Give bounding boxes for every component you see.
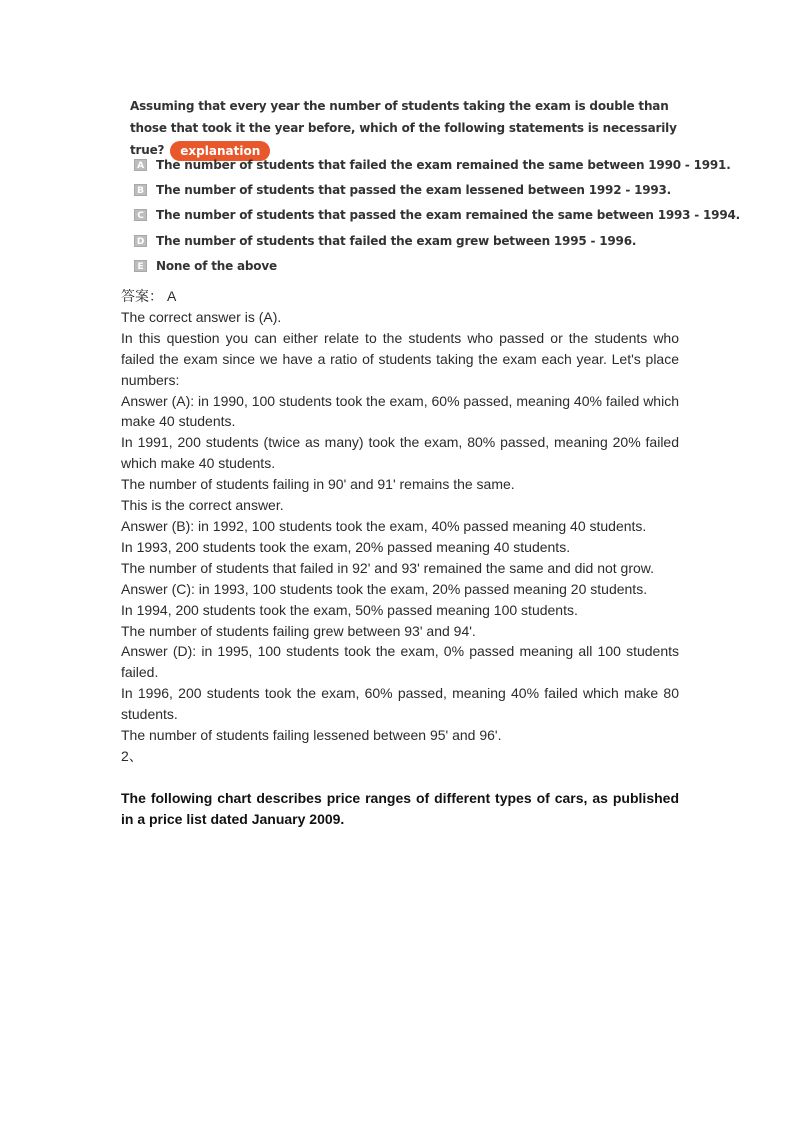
option-d[interactable]: [134, 228, 740, 253]
option-b[interactable]: [134, 177, 740, 202]
explanation-line: In this question you can either relate to the students who passed or the students who failed the exam since we have a ratio of students taking the exam each year. Let's place numbers:: [121, 329, 679, 388]
explanation-line: Answer (B): in 1992, 100 students took the exam, 40% passed meaning 40 students.: [121, 517, 647, 534]
next-question-number: 2、: [121, 747, 143, 764]
option-text: None of the above: [156, 258, 277, 273]
answer-value: A: [167, 288, 177, 304]
question-text: Assuming that every year the number of students taking the exam is double than those that took it the year before, which of the following statements is necessarily true?: [130, 99, 677, 157]
option-text: The number of students that failed the exam remained the same between 1990 - 1991.: [156, 157, 731, 172]
option-letter-icon: B: [134, 184, 147, 196]
option-c[interactable]: [134, 203, 740, 228]
explanation-line: In 1993, 200 students took the exam, 20% passed meaning 40 students.: [121, 538, 571, 555]
option-letter-icon: D: [134, 235, 147, 247]
explanation-line: The number of students failing lessened between 95' and 96'.: [121, 727, 502, 744]
explanation-line: Answer (D): in 1995, 100 students took the exam, 0% passed meaning all 100 students failed.: [121, 643, 679, 681]
explanation-line: In 1996, 200 students took the exam, 60% passed, meaning 40% failed which make 80 students.: [121, 685, 679, 723]
explanation-line: The number of students that failed in 92' and 93' remained the same and did not grow.: [121, 559, 655, 576]
explanation-line: This is the correct answer.: [121, 497, 284, 514]
answer-explanation: [121, 286, 679, 830]
explanation-line: The correct answer is (A).: [121, 308, 282, 325]
explanation-line: The number of students failing in 90' and 91' remains the same.: [121, 476, 515, 493]
options-list: [134, 152, 740, 278]
explanation-button[interactable]: explanation: [170, 141, 270, 161]
option-letter-icon: C: [134, 209, 147, 221]
option-text: The number of students that failed the exam grew between 1995 - 1996.: [156, 233, 637, 248]
option-text: The number of students that passed the exam lessened between 1992 - 1993.: [156, 182, 672, 197]
option-letter-icon: E: [134, 260, 147, 272]
explanation-line: In 1991, 200 students (twice as many) took the exam, 80% passed, meaning 20% failed which make 40 students.: [121, 434, 679, 472]
explanation-line: In 1994, 200 students took the exam, 50% passed meaning 100 students.: [121, 601, 578, 618]
explanation-line: The number of students failing grew between 93' and 94'.: [121, 622, 476, 639]
spacer: [121, 767, 679, 788]
option-a[interactable]: [134, 152, 740, 177]
option-letter-icon: A: [134, 159, 147, 171]
answer-label: 答案：: [121, 288, 163, 304]
next-question-text: The following chart describes price ranges of different types of cars, as published in a price list dated January 2009.: [121, 789, 679, 827]
explanation-line: Answer (A): in 1990, 100 students took the exam, 60% passed, meaning 40% failed which make 40 students.: [121, 392, 679, 430]
option-text: The number of students that passed the exam remained the same between 1993 - 1994.: [156, 208, 740, 223]
explanation-line: Answer (C): in 1993, 100 students took the exam, 20% passed meaning 20 students.: [121, 580, 648, 597]
option-e[interactable]: [134, 253, 740, 278]
answer-line: [121, 286, 679, 307]
